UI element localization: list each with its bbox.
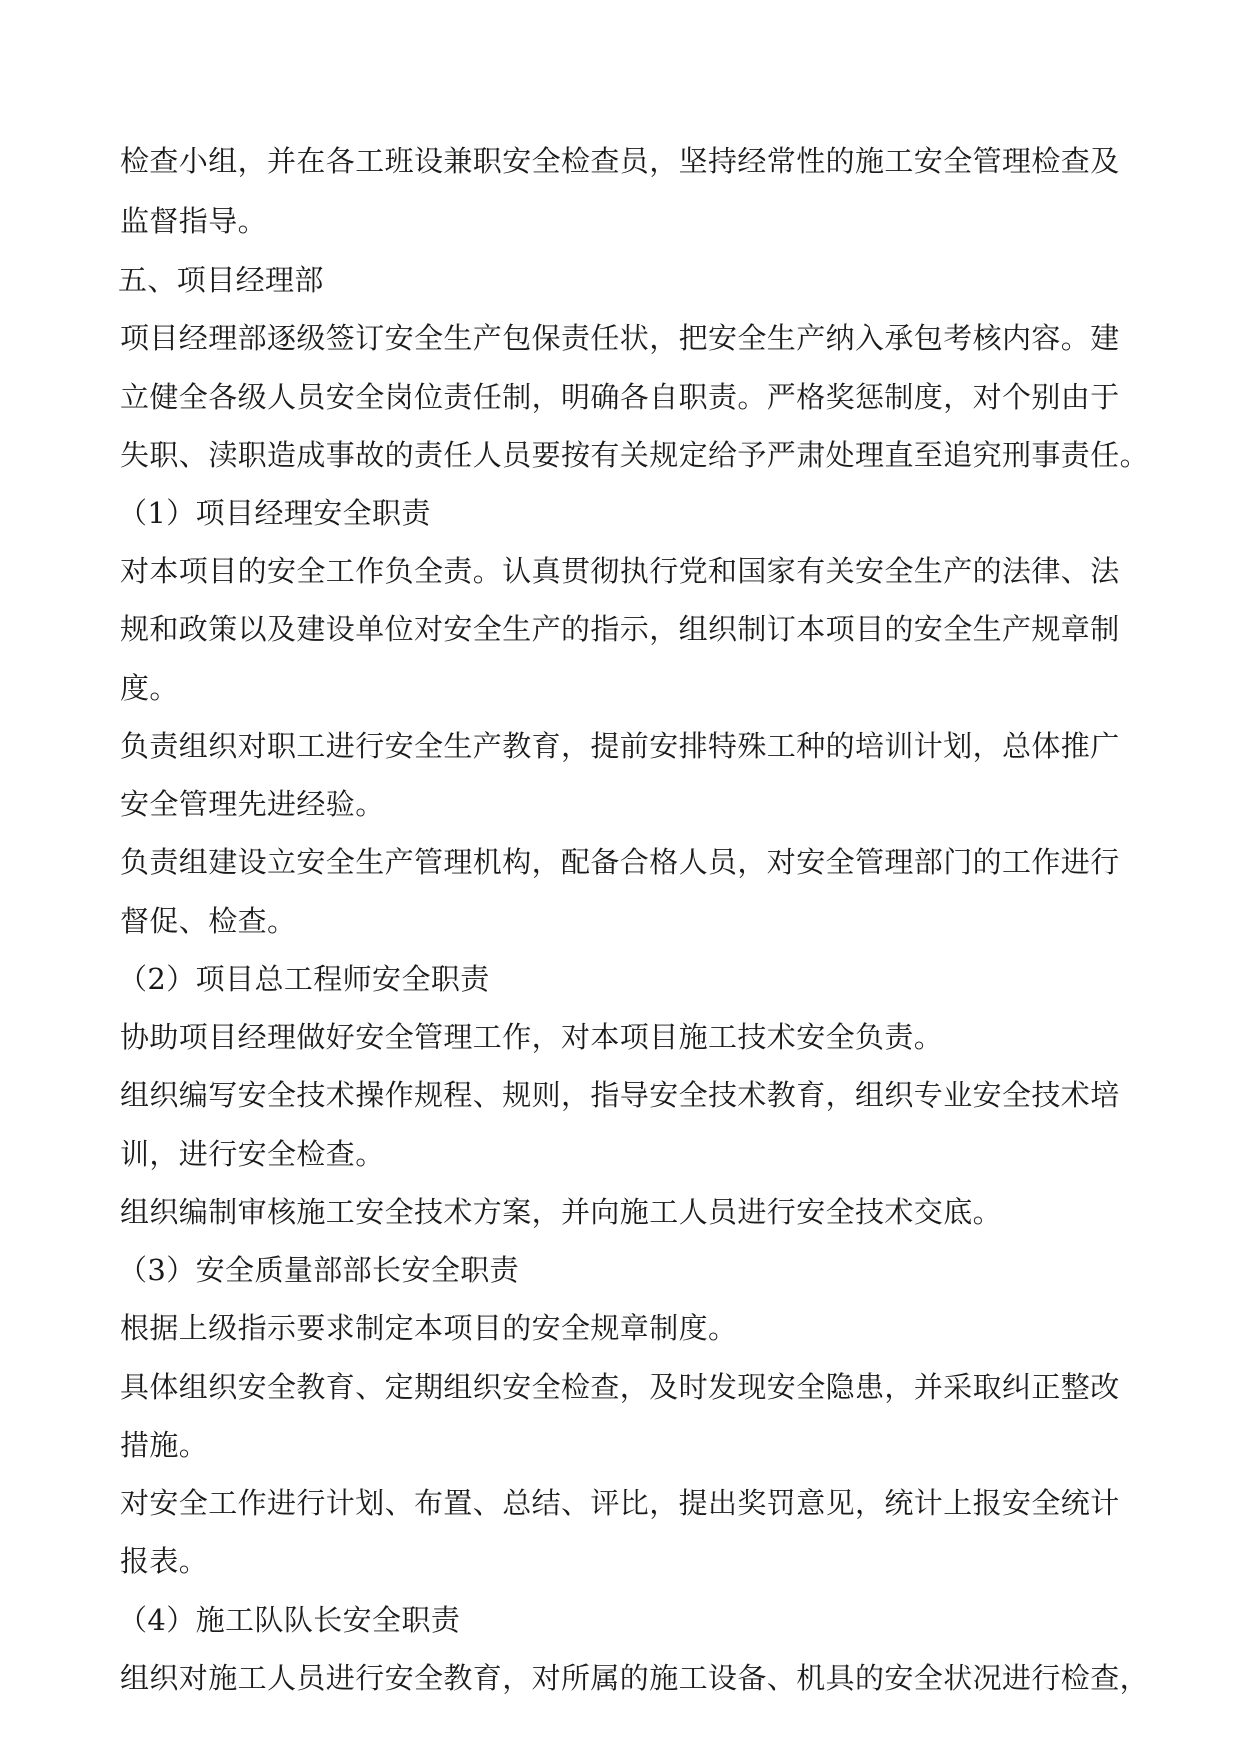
paragraph-line: 具体组织安全教育、定期组织安全检查，及时发现安全隐患，并采取纠正整改 xyxy=(120,1370,1120,1404)
paragraph-line: 负责组建设立安全生产管理机构，配备合格人员，对安全管理部门的工作进行 xyxy=(120,845,1120,879)
paragraph-line: 报表。 xyxy=(120,1544,209,1578)
paragraph-line: 失职、渎职造成事故的责任人员要按有关规定给予严肃处理直至追究刑事责任。 xyxy=(120,438,1150,472)
section-heading: 五、项目经理部 xyxy=(118,263,324,297)
paragraph-line: 检查小组，并在各工班设兼职安全检查员，坚持经常性的施工安全管理检查及 xyxy=(120,144,1120,178)
paragraph-line: 规和政策以及建设单位对安全生产的指示，组织制订本项目的安全生产规章制 xyxy=(120,612,1120,646)
paragraph-line: 组织对施工人员进行安全教育，对所属的施工设备、机具的安全状况进行检查， xyxy=(120,1661,1150,1695)
paragraph-line: 度。 xyxy=(120,671,179,705)
subsection-heading: （2）项目总工程师安全职责 xyxy=(118,962,490,996)
paragraph-line: 项目经理部逐级签订安全生产包保责任状，把安全生产纳入承包考核内容。建 xyxy=(120,321,1120,355)
paragraph-line: 对安全工作进行计划、布置、总结、评比，提出奖罚意见，统计上报安全统计 xyxy=(120,1486,1120,1520)
paragraph-line: 组织编制审核施工安全技术方案，并向施工人员进行安全技术交底。 xyxy=(120,1195,1003,1229)
paragraph-line: 对本项目的安全工作负全责。认真贯彻执行党和国家有关安全生产的法律、法 xyxy=(120,554,1120,588)
paragraph-line: 措施。 xyxy=(120,1428,209,1462)
subsection-heading: （1）项目经理安全职责 xyxy=(118,496,431,530)
subsection-heading: （4）施工队队长安全职责 xyxy=(118,1603,461,1637)
paragraph-line: 组织编写安全技术操作规程、规则，指导安全技术教育，组织专业安全技术培 xyxy=(120,1078,1120,1112)
paragraph-line: 根据上级指示要求制定本项目的安全规章制度。 xyxy=(120,1311,738,1345)
paragraph-line: 协助项目经理做好安全管理工作，对本项目施工技术安全负责。 xyxy=(120,1020,944,1054)
paragraph-line: 安全管理先进经验。 xyxy=(120,787,385,821)
paragraph-line: 督促、检查。 xyxy=(120,904,297,938)
paragraph-line: 监督指导。 xyxy=(120,204,268,238)
paragraph-line: 训，进行安全检查。 xyxy=(120,1137,385,1171)
subsection-heading: （3）安全质量部部长安全职责 xyxy=(118,1253,520,1287)
paragraph-line: 负责组织对职工进行安全生产教育，提前安排特殊工种的培训计划，总体推广 xyxy=(120,729,1120,763)
paragraph-line: 立健全各级人员安全岗位责任制，明确各自职责。严格奖惩制度，对个别由于 xyxy=(120,380,1120,414)
